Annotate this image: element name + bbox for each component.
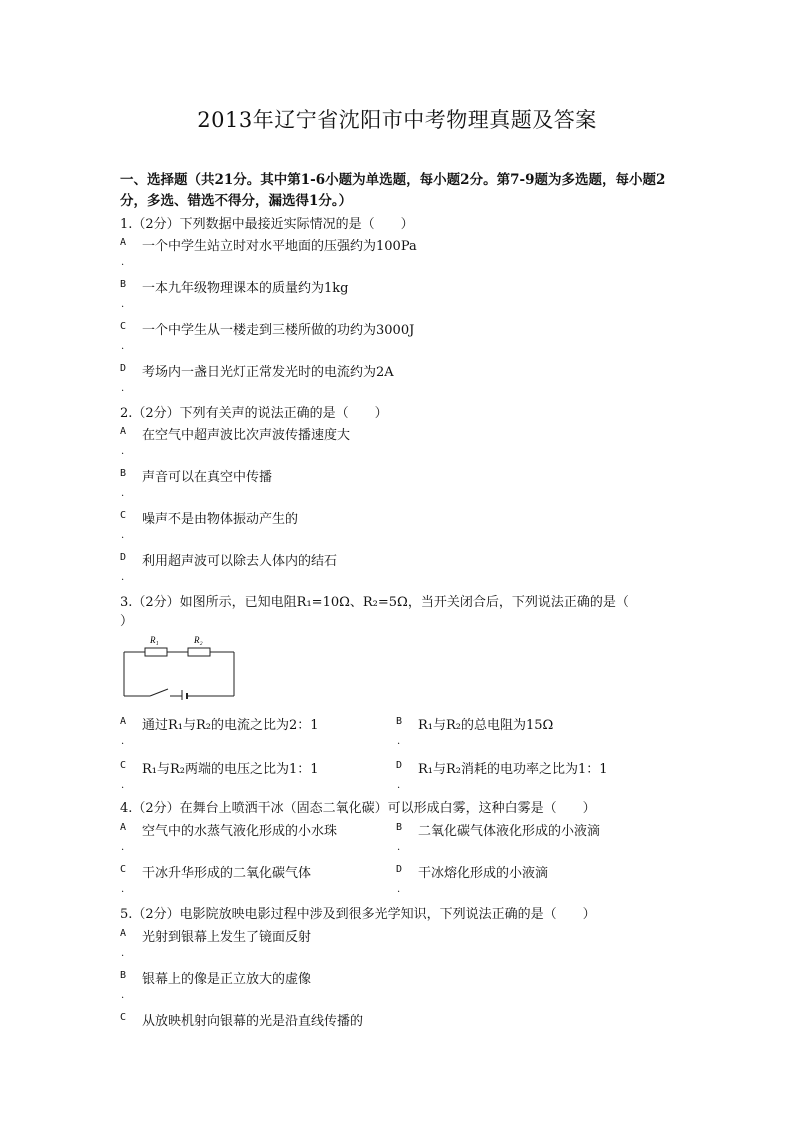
resistor-r2 xyxy=(188,648,210,656)
q3-option-a-text: 通过R₁与R₂的电流之比为2：1 xyxy=(142,718,319,733)
question-4-stem: 4.（2分）在舞台上喷洒干冰（固态二氧化碳）可以形成白雾，这种白雾是（ ） xyxy=(120,801,596,816)
resistor-r1 xyxy=(145,648,167,656)
q3-option-c-text: R₁与R₂两端的电压之比为1：1 xyxy=(142,762,319,777)
r1-label: R₁ xyxy=(150,635,159,645)
q1-option-d-text: 考场内一盏日光灯正常发光时的电流约为2A xyxy=(142,365,394,380)
q2-option-a-text: 在空气中超声波比次声波传播速度大 xyxy=(142,428,351,443)
q5-option-c-text: 从放映机射向银幕的光是沿直线传播的 xyxy=(142,1014,364,1029)
q4-option-d-text: 干冰熔化形成的小液滴 xyxy=(418,866,549,881)
question-5-stem: 5.（2分）电影院放映电影过程中涉及到很多光学知识，下列说法正确的是（ ） xyxy=(120,907,596,922)
q5-option-b-text: 银幕上的像是正立放大的虚像 xyxy=(142,972,312,987)
r2-label: R₂ xyxy=(194,635,203,645)
q4-option-b-text: 二氧化碳气体液化形成的小液滴 xyxy=(418,824,601,839)
page-title: 2013年辽宁省沈阳市中考物理真题及答案 xyxy=(197,108,597,132)
question-2-stem: 2.（2分）下列有关声的说法正确的是（ ） xyxy=(120,406,388,421)
q1-option-b-text: 一本九年级物理课本的质量约为1kg xyxy=(142,281,349,296)
question-1-stem: 1.（2分）下列数据中最接近实际情况的是（ ） xyxy=(120,217,414,232)
q1-option-a-text: 一个中学生站立时对水平地面的压强约为100Pa xyxy=(142,239,417,254)
q3-option-d-text: R₁与R₂消耗的电功率之比为1：1 xyxy=(418,762,608,777)
q1-option-c-text: 一个中学生从一楼走到三楼所做的功约为3000J xyxy=(142,323,415,338)
switch-icon xyxy=(150,689,168,696)
q4-option-a-text: 空气中的水蒸气液化形成的小水珠 xyxy=(142,824,338,839)
question-3-stem: 3.（2分）如图所示，已知电阻R₁=10Ω、R₂=5Ω，当开关闭合后，下列说法正确的是（ xyxy=(120,595,629,610)
q4-option-c-text: 干冰升华形成的二氧化碳气体 xyxy=(142,866,312,881)
q2-option-b-text: 声音可以在真空中传播 xyxy=(142,470,273,485)
q5-option-a-text: 光射到银幕上发生了镜面反射 xyxy=(142,930,312,945)
q2-option-c-text: 噪声不是由物体振动产生的 xyxy=(142,512,299,527)
circuit-diagram xyxy=(120,632,238,700)
section-heading: 一、选择题（共21分。其中第1-6小题为单选题，每小题2分。第7-9题为多选题，每小题2分，多选、错选不得分，漏选得1分。） xyxy=(120,172,666,209)
q2-option-d-text: 利用超声波可以除去人体内的结石 xyxy=(142,554,338,569)
question-3-stem-end: ） xyxy=(120,614,134,629)
q3-option-b-text: R₁与R₂的总电阻为15Ω xyxy=(418,718,554,733)
